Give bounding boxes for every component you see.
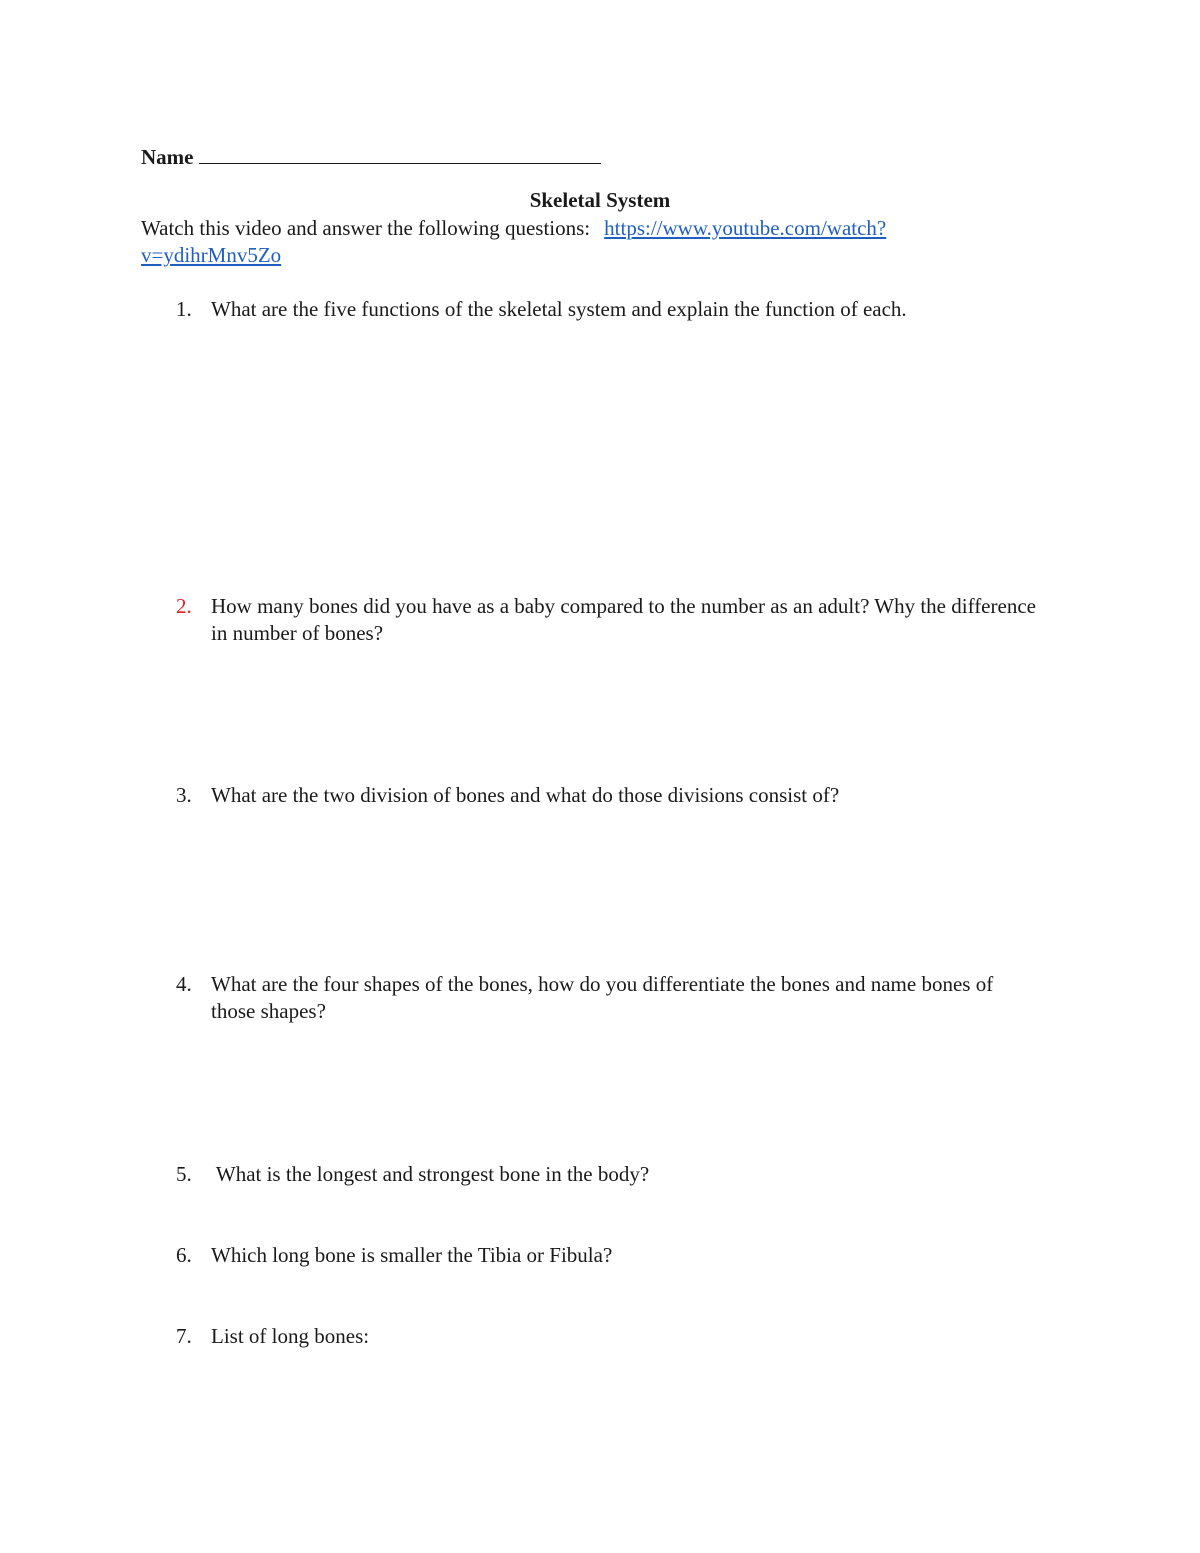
- question-number: 3.: [176, 783, 192, 807]
- question-number: 6.: [176, 1243, 192, 1267]
- page-title: Skeletal System: [529, 188, 671, 212]
- question-4: [176, 971, 1011, 1025]
- question-text: What are the two division of bones and what do those divisions consist of?: [211, 783, 840, 807]
- question-5: [176, 1161, 1056, 1188]
- question-6: [176, 1242, 1056, 1269]
- question-text: What are the five functions of the skeletal system and explain the function of each.: [211, 297, 907, 321]
- name-blank-line[interactable]: [199, 143, 601, 164]
- question-text: How many bones did you have as a baby compared to the number as an adult? Why the difference in number of bones?: [211, 594, 1036, 645]
- question-text: List of long bones:: [211, 1324, 370, 1348]
- question-2: [176, 593, 1056, 647]
- intro-text: Watch this video and answer the following questions:: [141, 216, 591, 240]
- question-7: [176, 1323, 1056, 1350]
- question-text: What is the longest and strongest bone in the body?: [211, 1162, 650, 1186]
- question-number: 7.: [176, 1324, 192, 1348]
- question-number: 5.: [176, 1162, 192, 1186]
- question-text: What are the four shapes of the bones, how do you differentiate the bones and name bones of those shapes?: [211, 972, 994, 1023]
- question-number: 1.: [176, 297, 192, 321]
- question-number: 4.: [176, 972, 192, 996]
- question-1: [176, 296, 1056, 323]
- intro-paragraph: [141, 215, 1001, 269]
- name-field-row: [141, 143, 601, 170]
- name-label: Name: [141, 145, 194, 169]
- question-number: 2.: [176, 594, 192, 618]
- question-text: Which long bone is smaller the Tibia or Fibula?: [211, 1243, 613, 1267]
- video-link[interactable]: https://www.youtube.com/watch? v=ydihrMnv5Zo: [141, 216, 887, 267]
- question-3: [176, 782, 1056, 809]
